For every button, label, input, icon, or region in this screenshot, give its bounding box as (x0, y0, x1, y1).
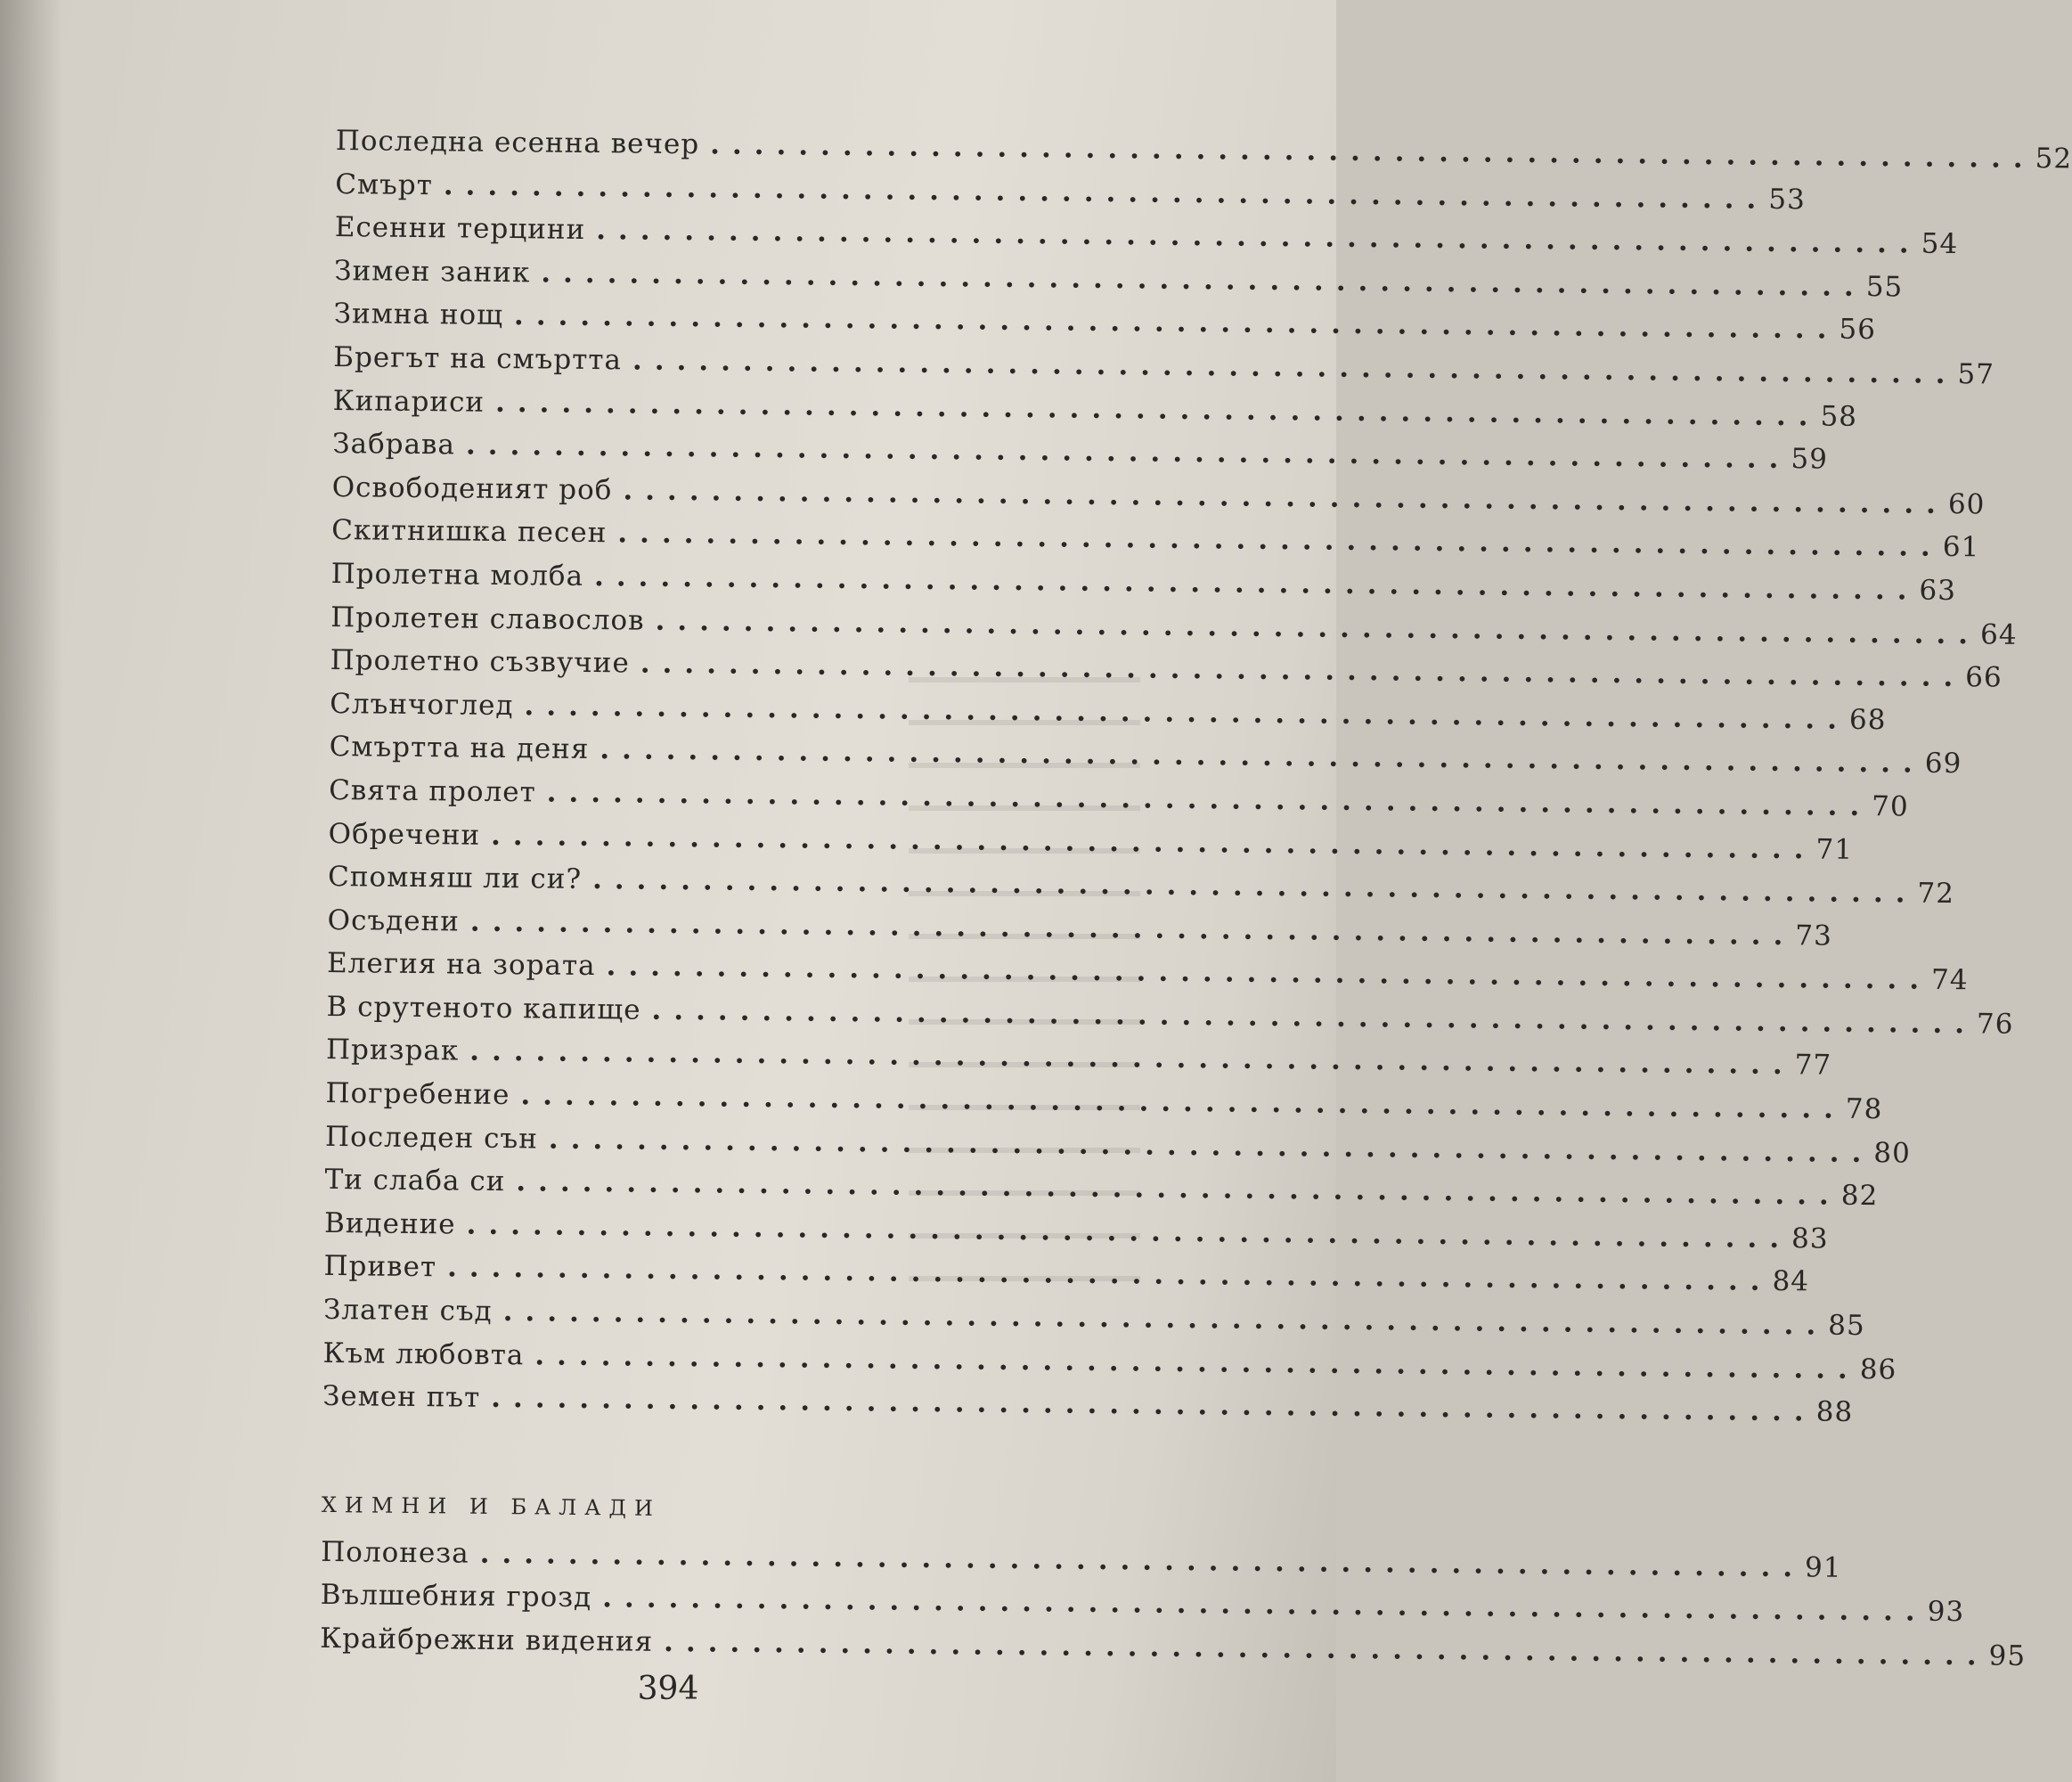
toc-entry-title: Смъртта на деня (329, 731, 590, 766)
toc-entry-title: Пролетен славослов (330, 601, 645, 637)
toc-entry-title: Скитнишка песен (331, 514, 608, 550)
toc-entry-title: Есенни терцини (334, 211, 586, 247)
dot-leader: ............................................................ (491, 1382, 1816, 1428)
toc-entry-page: 80 (1873, 1136, 1912, 1170)
dot-leader: ............................................................ (516, 1165, 1842, 1213)
toc-entry-title: Зимна нощ (333, 298, 504, 332)
toc-entry-page: 86 (1859, 1353, 1897, 1386)
dot-leader: ............................................................ (663, 1625, 1989, 1672)
dot-leader: ............................................................ (490, 819, 1816, 865)
toc-entry-title: Освободеният роб (331, 470, 613, 507)
dot-leader: ............................................................ (640, 647, 1966, 694)
toc-entry-page: 58 (1820, 400, 1858, 433)
toc-entry-title: Забрава (332, 428, 456, 462)
toc-entry-page: 71 (1815, 832, 1854, 866)
dot-leader: ............................................................ (600, 733, 1926, 781)
toc-entry-page: 66 (1965, 661, 2003, 694)
dot-leader: ............................................................ (524, 689, 1850, 736)
toc-entry-title: Обречени (328, 817, 481, 852)
dot-leader: ............................................................ (632, 344, 1958, 391)
toc-entry-title: Пролетна молба (330, 557, 584, 593)
dot-leader: ............................................................ (479, 1537, 1806, 1584)
dot-leader: ............................................................ (541, 257, 1866, 303)
table-of-contents (320, 125, 2072, 1674)
toc-entry-title: Спомняш ли си? (327, 861, 583, 896)
toc-entry-page: 69 (1924, 748, 1962, 781)
toc-entry-page: 63 (1919, 574, 1957, 608)
toc-entry-page: 83 (1791, 1222, 1829, 1255)
toc-entry-title: Златен съд (322, 1293, 493, 1328)
toc-entry-page: 85 (1828, 1309, 1865, 1343)
toc-entry-page: 60 (1947, 487, 1986, 521)
section-entries (320, 1535, 2027, 1674)
dot-leader: ............................................................ (709, 128, 2035, 175)
toc-entry-page: 93 (1927, 1596, 1965, 1629)
dot-leader: ............................................................ (602, 1582, 1928, 1629)
toc-entry-page: 95 (1988, 1639, 2027, 1672)
toc-entry-title: Призрак (325, 1034, 460, 1067)
toc-entry-title: Привет (323, 1250, 437, 1284)
toc-entry-page: 52 (2035, 142, 2072, 176)
toc-entry-page: 74 (1930, 964, 1969, 997)
toc-entry-page: 55 (1865, 270, 1904, 304)
section-heading: ХИМНИ И БАЛАДИ (321, 1492, 662, 1521)
dot-leader: ............................................................ (548, 1123, 1874, 1169)
dot-leader: ............................................................ (593, 560, 1920, 607)
toc-entry-page: 64 (1979, 617, 2018, 651)
page-number: 394 (637, 1671, 699, 1707)
toc-entry-title: Пролетно съзвучие (330, 644, 630, 680)
dot-leader: ............................................................ (591, 863, 1918, 910)
dot-leader: ............................................................ (596, 214, 1921, 260)
toc-entry-title: Земен път (322, 1380, 481, 1414)
dot-leader: ............................................................ (623, 474, 1949, 520)
toc-entry-title: Смърт (335, 168, 434, 201)
toc-entry-title: Последна есенна вечер (335, 125, 700, 161)
dot-leader: ............................................................ (606, 950, 1932, 997)
toc-entry-page: 59 (1791, 443, 1829, 476)
toc-entry-title: Брегът на смъртта (333, 340, 623, 377)
toc-entry-title: Ти слаба си (324, 1164, 506, 1198)
toc-entry-title: Вълшебния грозд (320, 1579, 592, 1614)
dot-leader: ............................................................ (494, 386, 1821, 433)
toc-entry-page: 84 (1772, 1265, 1810, 1298)
toc-entry-page: 54 (1921, 227, 1959, 261)
toc-entry-title: Елегия на зората (326, 947, 596, 983)
toc-entry-page: 72 (1917, 877, 1955, 911)
dot-leader: ............................................................ (617, 517, 1944, 564)
toc-entry-title: Последен сън (324, 1120, 539, 1156)
toc-entry-title: Слънчоглед (330, 687, 514, 722)
toc-entry-title: Свята пролет (328, 773, 536, 809)
dot-leader: ............................................................ (513, 299, 1840, 347)
dot-leader: ............................................................ (466, 1208, 1792, 1255)
dot-leader: ............................................................ (446, 1251, 1773, 1298)
toc-entry-page: 82 (1840, 1180, 1879, 1213)
toc-entry-page: 57 (1957, 358, 1995, 391)
toc-entry-page: 70 (1872, 790, 1909, 823)
toc-entry-title: Кипариси (332, 384, 485, 419)
toc-entry-page: 77 (1794, 1049, 1832, 1083)
toc-entry-page: 91 (1804, 1551, 1842, 1584)
toc-entry (320, 1622, 2027, 1674)
dot-leader: ............................................................ (520, 1079, 1847, 1125)
dot-leader: ............................................................ (443, 168, 1769, 216)
toc-entry-title: В срутеното капище (326, 990, 641, 1026)
toc-entry-page: 61 (1942, 531, 1980, 564)
spine-shadow (0, 0, 62, 1782)
toc-entry-title: Видение (323, 1206, 456, 1241)
dot-leader: ............................................................ (651, 993, 1978, 1041)
toc-entry-page: 56 (1839, 314, 1877, 347)
dot-leader: ............................................................ (469, 1035, 1795, 1082)
toc-entry-page: 68 (1848, 703, 1887, 736)
toc-entry-page: 78 (1845, 1092, 1883, 1126)
toc-entry-title: Крайбрежни видения (320, 1622, 654, 1658)
toc-entry-title: Полонеза (321, 1535, 469, 1570)
toc-entry-page: 88 (1815, 1395, 1854, 1429)
toc-entry-title: Осъдени (327, 903, 461, 938)
toc-entry-title: Погребение (325, 1077, 510, 1112)
toc-entry-title: Зимен заник (334, 254, 531, 290)
dot-leader: ............................................................ (469, 905, 1796, 952)
dot-leader: ............................................................ (502, 1296, 1829, 1342)
dot-leader: ............................................................ (465, 429, 1791, 476)
dot-leader: ............................................................ (534, 1339, 1861, 1386)
toc-entry-page: 73 (1795, 919, 1833, 952)
toc-entries (322, 125, 2072, 1432)
toc-entry-page: 53 (1768, 183, 1806, 216)
toc-entry (322, 1380, 1854, 1432)
dot-leader: ............................................................ (655, 604, 1981, 650)
toc-entry-title: Към любовта (322, 1336, 525, 1371)
dot-leader: ............................................................ (546, 776, 1872, 823)
toc-entry-page: 76 (1976, 1008, 2014, 1041)
